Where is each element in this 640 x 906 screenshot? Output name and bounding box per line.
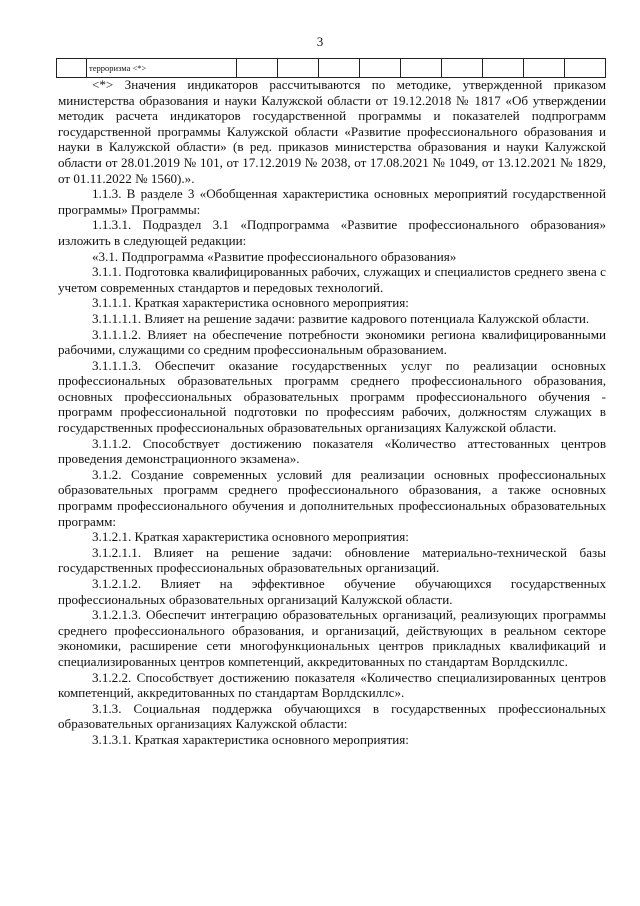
paragraph: 3.1.2.1.1. Влияет на решение задачи: обновление материально-технической базы государственных профессиональных образовательных организаций. <box>58 544 606 576</box>
table-cell <box>278 59 319 78</box>
table-cell <box>360 59 401 78</box>
table-cell <box>57 59 87 78</box>
paragraph: 1.1.3. В разделе 3 «Обобщенная характеристика основных мероприятий государственной программы» Программы: <box>58 186 606 217</box>
table-cell <box>319 59 360 78</box>
paragraph: 3.1.1.1.2. Влияет на обеспечение потребности экономики региона квалифицированными рабочими, служащими со средним профессиональным образованием. <box>58 326 606 358</box>
paragraph: 3.1.1. Подготовка квалифицированных рабочих, служащих и специалистов среднего звена с учетом современных стандартов и передовых технологий. <box>58 264 606 295</box>
paragraph: 3.1.1.1.3. Обеспечит оказание государственных услуг по реализации основных профессиональных образовательных программ среднего профессионального образования, основных профессиональных образовательных программ профессионального обучения - программ профессиональной подготовки по профессиям рабочих, должностям служащих в государственных профессиональных образовательных организациях Калужской области. <box>58 357 606 436</box>
paragraph: 3.1.3. Социальная поддержка обучающихся в государственных профессиональных образовательных организациях Калужской области: <box>58 700 606 732</box>
paragraph: 3.1.2. Создание современных условий для реализации основных профессиональных образовательных программ среднего профессионального образования, а также основных программ профессионального обучения и дополнительных профессиональных образовательных программ: <box>58 466 606 529</box>
page-number: 3 <box>316 34 324 49</box>
document-body <box>58 77 606 748</box>
paragraph: 3.1.1.1. Краткая характеристика основного мероприятия: <box>92 295 409 311</box>
paragraph: 1.1.3.1. Подраздел 3.1 «Подпрограмма «Развитие профессионального образования» изложить в следующей редакции: <box>58 217 606 248</box>
paragraph: 3.1.1.2. Способствует достижению показателя «Количество аттестованных центров проведения демонстрационного экзамена». <box>58 435 606 467</box>
paragraph: 3.1.2.1.2. Влияет на эффективное обучение обучающихся государственных профессиональных образовательных организаций Калужской области. <box>58 576 606 607</box>
table-cell <box>401 59 442 78</box>
subsection-heading: «3.1. Подпрограмма «Развитие профессионального образования» <box>92 248 457 264</box>
paragraph: 3.1.2.1. Краткая характеристика основного мероприятия: <box>92 529 409 545</box>
footnote-paragraph: <*> Значения индикаторов рассчитываются по методике, утвержденной приказом министерства образования и науки Калужской области от 19.12.2018 № 1817 «Об утверждении методик расчета индикаторов государственной программы и показателей подпрограмм государственной программы Калужской области «Развитие профессионального образования и науки в Калужской области» (в ред. приказов министерства образования и науки Калужской области от 28.01.2019 № 101, от 17.12.2019 № 2038, от 17.08.2021 № 1049, от 13.12.2021 № 1829, от 01.11.2022 № 1560).». <box>58 77 606 186</box>
paragraph: 3.1.2.2. Способствует достижению показателя «Количество специализированных центров компетенций, аккредитованных по стандартам Ворлдскиллс». <box>58 669 606 701</box>
table-cell-indicator: терроризма <*> <box>87 59 237 78</box>
paragraph: 3.1.2.1.3. Обеспечит интеграцию образовательных организаций, реализующих программы среднего профессионального образования, и организаций, действующих в реальном секторе экономики, расширение сети многофункциональных центров прикладных квалификаций и специализированных центров компетенций, аккредитованных по стандартам Ворлдскиллс. <box>58 607 606 669</box>
table-row <box>57 59 606 78</box>
table-cell <box>237 59 278 78</box>
table-fragment <box>56 58 606 78</box>
paragraph: 3.1.3.1. Краткая характеристика основного мероприятия: <box>92 731 409 747</box>
table-cell <box>565 59 606 78</box>
table-cell <box>483 59 524 78</box>
table-cell <box>442 59 483 78</box>
paragraph: 3.1.1.1.1. Влияет на решение задачи: развитие кадрового потенциала Калужской области. <box>92 310 590 326</box>
table-cell <box>524 59 565 78</box>
